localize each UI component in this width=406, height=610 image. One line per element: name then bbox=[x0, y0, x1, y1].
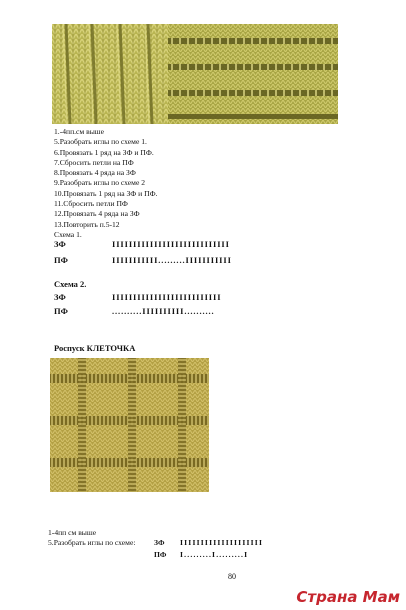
bottom-line2: 5.Разобрать иглы по схеме: bbox=[48, 538, 136, 547]
scheme2-zf-label: ЗФ bbox=[54, 292, 66, 302]
scheme2-title: Схема 2. bbox=[54, 279, 87, 289]
step-item: 11.Сбросить петли ПФ bbox=[54, 199, 128, 209]
scheme1-pf-row bbox=[54, 255, 232, 265]
step-item: 8.Провязать 4 ряда на ЗФ bbox=[54, 168, 136, 178]
bottom-line2-row bbox=[48, 538, 263, 547]
step-item: 13.Повторить п.5-12 bbox=[54, 219, 120, 229]
step-item: 12.Провязать 4 ряда на ЗФ bbox=[54, 209, 140, 219]
knit-checker-texture bbox=[50, 358, 209, 492]
scheme2-pf-row bbox=[54, 306, 215, 316]
bottom-pf-row bbox=[48, 550, 248, 559]
scheme1-pf-pattern: IIIIIIIIIII.........IIIIIIIIIII bbox=[112, 255, 232, 265]
bottom-zf-label: ЗФ bbox=[154, 538, 165, 547]
scheme2-zf-pattern: IIIIIIIIIIIIIIIIIIIIIIIIII bbox=[112, 292, 222, 302]
knit-sample-photo-left bbox=[52, 24, 168, 124]
scheme1-pf-label: ПФ bbox=[54, 255, 68, 265]
bottom-pf-label: ПФ bbox=[154, 550, 167, 559]
knit-rib-texture bbox=[52, 24, 168, 124]
knit-sample-photo-right bbox=[168, 24, 338, 124]
step-item: 7.Сбросить петли на ПФ bbox=[54, 157, 134, 167]
knit-drop-stitch-texture bbox=[168, 24, 338, 124]
section-title: Роспуск КЛЕТОЧКА bbox=[54, 343, 136, 353]
step-item: 6.Провязать 1 ряд на ЗФ и ПФ. bbox=[54, 147, 154, 157]
step-item: 9.Разобрать иглы по схеме 2 bbox=[54, 178, 146, 188]
knitting-steps-list bbox=[54, 127, 158, 240]
bottom-line1: 1-4пп см выше bbox=[48, 528, 97, 537]
step-item: 10.Провязать 1 ряд на ЗФ и ПФ. bbox=[54, 188, 158, 198]
knit-checker-photo bbox=[50, 358, 209, 492]
step-item: 1.-4пп.см выше bbox=[54, 127, 105, 136]
page-number: 80 bbox=[228, 572, 236, 581]
scheme1-zf-label: ЗФ bbox=[54, 239, 66, 249]
scheme2-pf-label: ПФ bbox=[54, 306, 68, 316]
scheme1-zf-pattern: IIIIIIIIIIIIIIIIIIIIIIIIIIII bbox=[112, 239, 230, 249]
scheme2-zf-row bbox=[54, 292, 221, 302]
scheme2-pf-pattern: ..........IIIIIIIIII.......... bbox=[112, 306, 215, 316]
scheme1-title: Схема 1. bbox=[54, 229, 82, 239]
bottom-zf-pattern: IIIIIIIIIIIIIIIIIIII bbox=[180, 538, 264, 547]
bottom-pf-pattern: I.........I.........I bbox=[180, 550, 249, 559]
site-watermark-logo: Страна Мам bbox=[296, 588, 400, 606]
step-item: 5.Разобрать иглы по схеме 1. bbox=[54, 137, 147, 147]
scheme1-zf-row bbox=[54, 239, 230, 249]
